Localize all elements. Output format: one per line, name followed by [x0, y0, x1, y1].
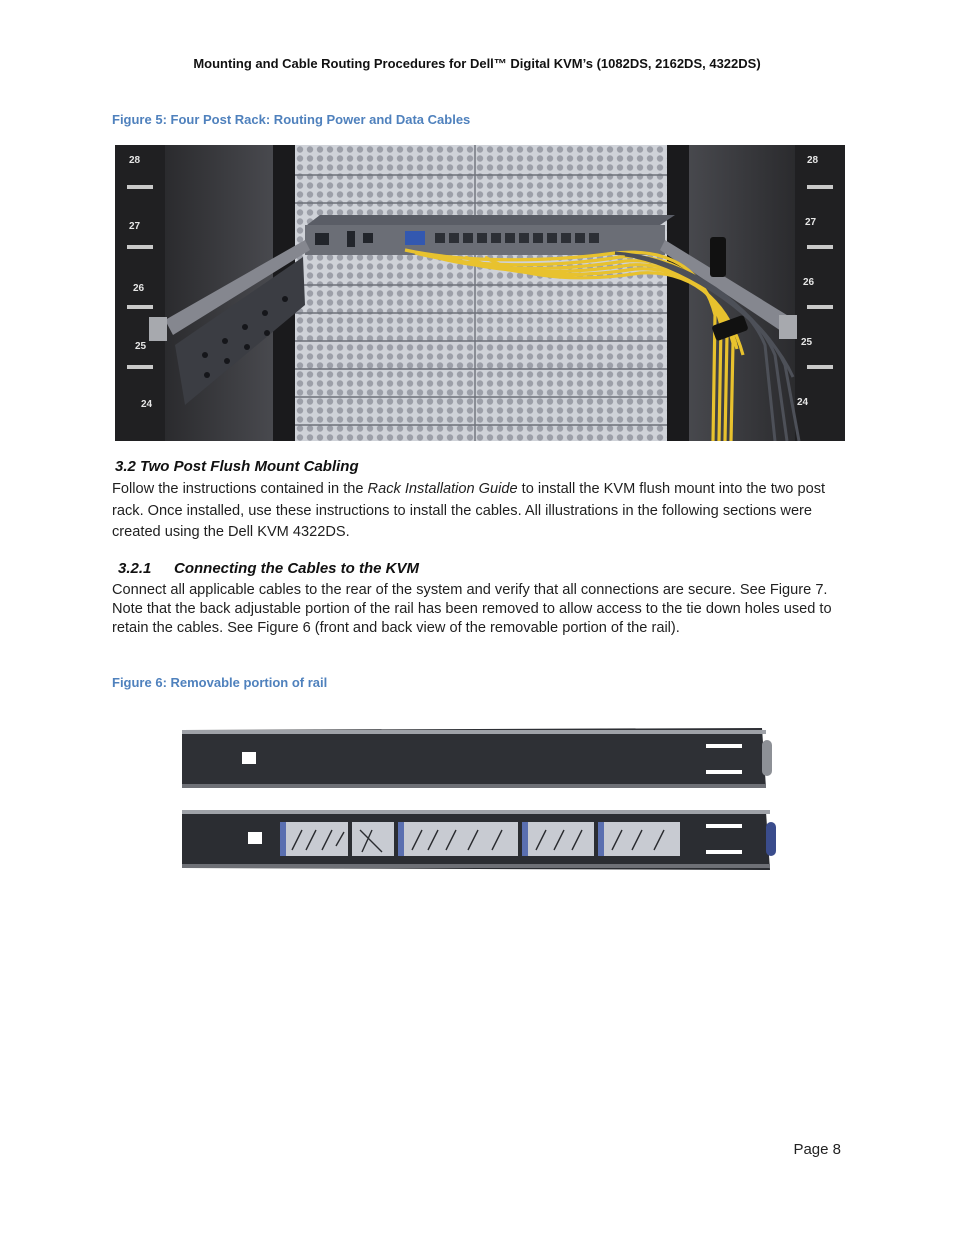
- section-3-2-heading: 3.2 Two Post Flush Mount Cabling: [115, 458, 359, 475]
- figure-6-caption: Figure 6: Removable portion of rail: [112, 675, 328, 690]
- removable-rail-photo: [176, 726, 780, 874]
- rack-label-right-25: 25: [801, 337, 813, 348]
- rack-label-right-27: 27: [805, 217, 817, 228]
- rack-label-left-25: 25: [135, 341, 147, 352]
- rack-label-left-26: 26: [133, 283, 145, 294]
- page-number: Page 8: [793, 1141, 841, 1158]
- figure-5-caption: Figure 5: Four Post Rack: Routing Power and Data Cables: [112, 112, 471, 127]
- rack-label-right-24: 24: [797, 397, 809, 408]
- document-header: Mounting and Cable Routing Procedures for Dell™ Digital KVM’s (1082DS, 2162DS, 4322DS): [193, 56, 761, 71]
- rack-label-left-24: 24: [141, 399, 153, 410]
- section-3-2-1-heading: 3.2.1 Connecting the Cables to the KVM: [118, 560, 420, 577]
- rack-cable-routing-photo: [115, 145, 845, 441]
- rack-label-right-26: 26: [803, 277, 815, 288]
- section-3-2-1-paragraph: Connect all applicable cables to the rear of the system and verify that all connections are secure. See Figure 7. Note that the back adjustable portion of the rail has been removed to allow access to the tie down holes used to retain the cables. See Figure 6 (front and back view of the removable portion of the rail).: [112, 582, 832, 636]
- rack-label-left-27: 27: [129, 221, 141, 232]
- rack-label-left-28: 28: [129, 155, 141, 166]
- section-3-2-paragraph: Follow the instructions contained in the Rack Installation Guide to install the KVM flush mount into the two post rack. Once installed, use these instructions to install the cables. All illustrations in the following sections were created using the Dell KVM 4322DS.: [112, 481, 826, 540]
- rack-label-right-28: 28: [807, 155, 819, 166]
- rack-installation-guide-ref: Rack Installation Guide: [367, 481, 518, 497]
